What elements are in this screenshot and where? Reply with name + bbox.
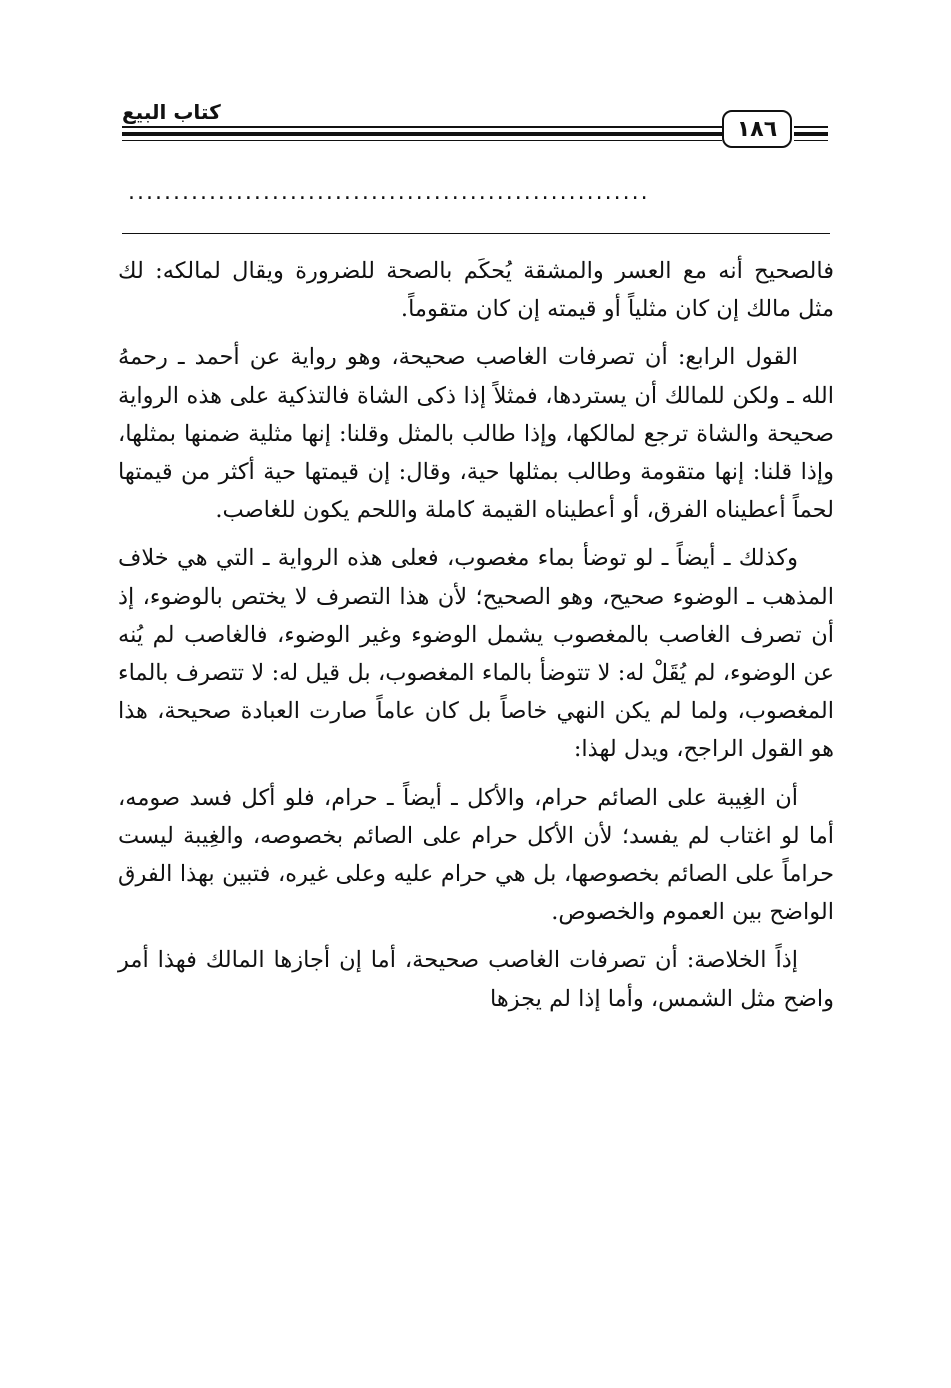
header-rule-right-bottom [794, 140, 828, 141]
running-header-title: كتاب البيع [122, 100, 221, 124]
footnote-dotted-line: .......................................................... [128, 180, 650, 205]
body-text [118, 252, 834, 1028]
paragraph: وكذلك ـ أيضاً ـ لو توضأ بماء مغصوب، فعلى هذه الرواية ـ التي هي خلاف المذهب ـ الوضوء صحيح، وهو الصحيح؛ لأن هذا التصرف لا يختص بالوضوء، إذ أن تصرف الغاصب بالمغصوب يشمل الوضوء وغير الوضوء، فالغاصب لم يُنه عن الوضوء، لم يُقَلْ له: لا تتوضأ بالماء المغصوب، بل قيل له: لا تتصرف بالماء المغصوب، ولما لم يكن النهي خاصاً بل كان عاماً صارت العبادة صحيحة، هذا هو القول الراجح، ويدل لهذا: [118, 545, 834, 763]
header-rule-middle [122, 132, 722, 136]
header-rule-top [122, 126, 722, 128]
header-rule-right-middle [794, 132, 828, 136]
paragraph: القول الرابع: أن تصرفات الغاصب صحيحة، وهو رواية عن أحمد ـ رحمهُ الله ـ ولكن للمالك أن يستردها، فمثلاً إذا ذكى الشاة فالتذكية على هذه الرواية صحيحة والشاة ترجع لمالكها، وإذا طالب بالمثل وقلنا: إنها مثلية ضمنها بمثلها، وإذا قلنا: إنها متقومة وطالب بمثلها حية، وقال: إن قيمتها حية أكثر من قيمتها لحماً أعطيناه الفرق، أو أعطيناه القيمة كاملة واللحم يكون للغاصب. [118, 344, 834, 524]
page-number: ١٨٦ [722, 110, 792, 148]
paragraph: أن الغِيبة على الصائم حرام، والأكل ـ أيضاً ـ حرام، فلو أكل فسد صومه، أما لو اغتاب لم يفسد؛ لأن الأكل حرام على الصائم بخصوصه، والغِيبة ليست حراماً على الصائم بخصوصها، بل هي حرام عليه وعلى غيره، فتبين بهذا الفرق الواضح بين العموم والخصوص. [118, 784, 834, 926]
header-rule-bottom [122, 140, 722, 141]
paragraph: إذاً الخلاصة: أن تصرفات الغاصب صحيحة، أما إن أجازها المالك فهذا أمر واضح مثل الشمس، وأما إذا لم يجزها [118, 947, 834, 1012]
paragraph: فالصحيح أنه مع العسر والمشقة يُحكَم بالصحة للضرورة ويقال لمالكه: لك مثل مالك إن كان مثلياً أو قيمته إن كان متقوماً. [118, 258, 834, 323]
section-separator [122, 233, 830, 234]
header-rule-right-top [794, 126, 828, 128]
